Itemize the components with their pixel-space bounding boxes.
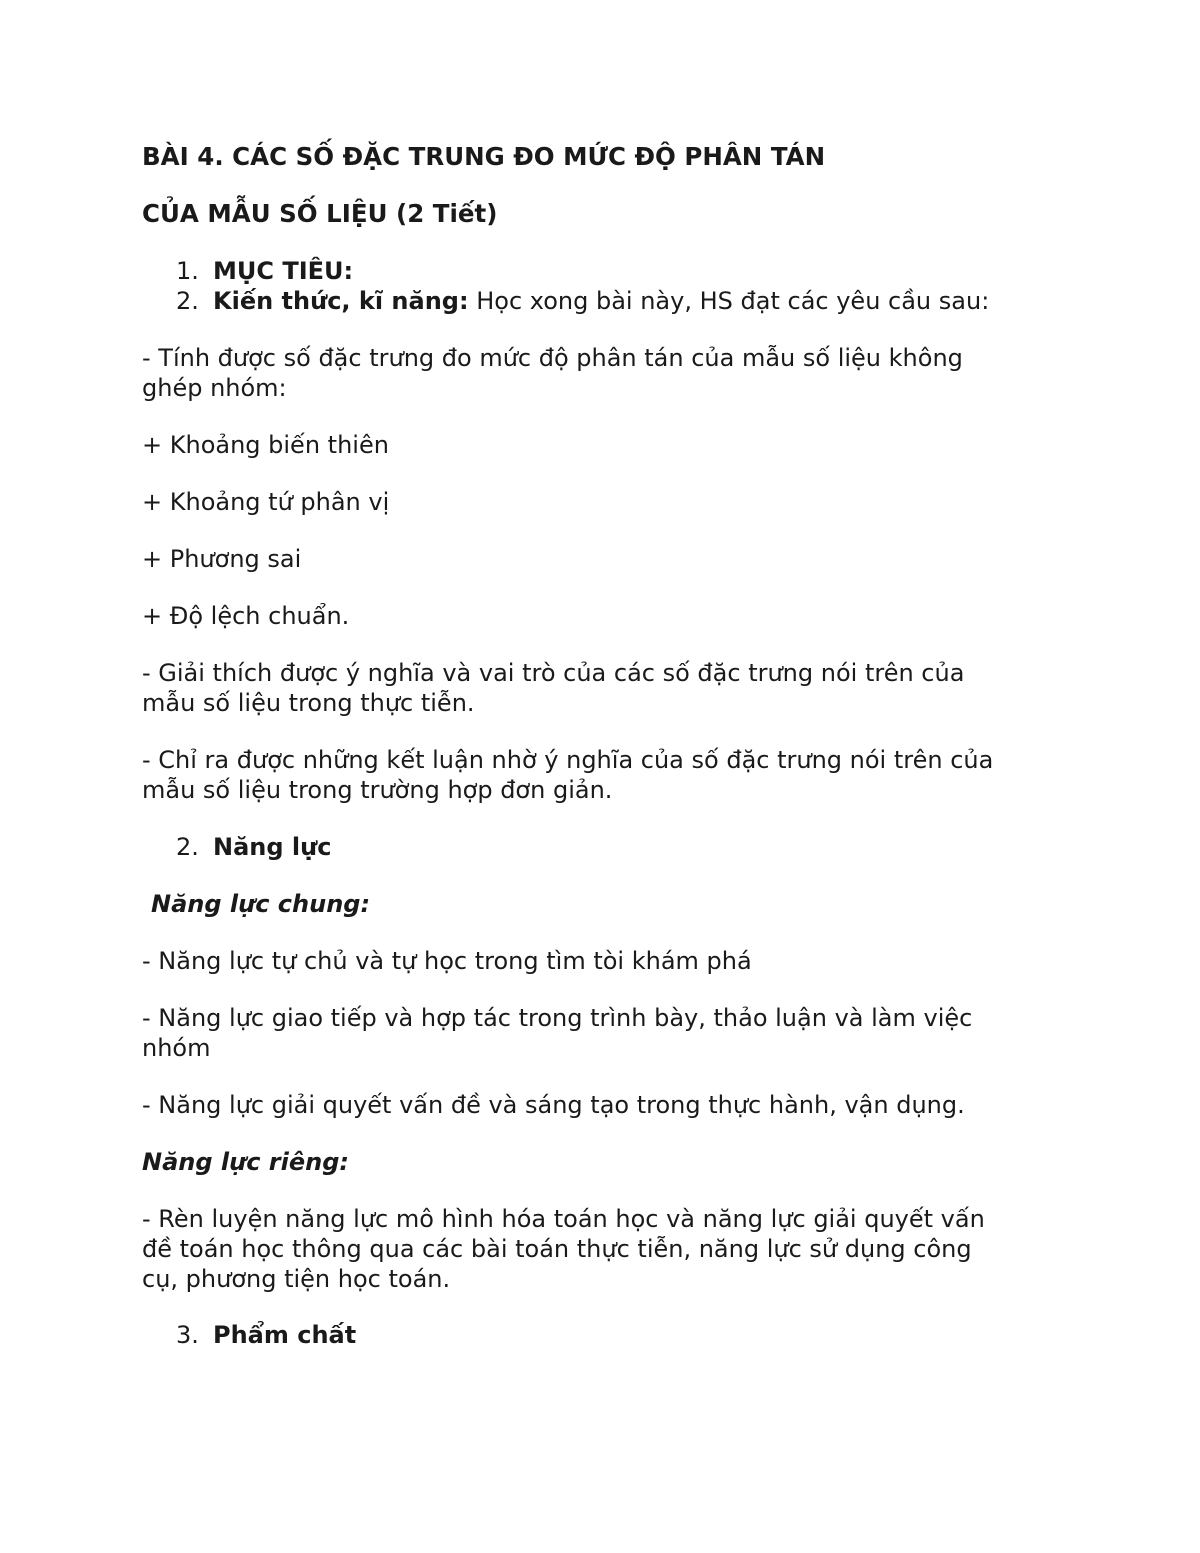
section-qualities [176,1320,356,1350]
title-line-1: BÀI 4. CÁC SỐ ĐẶC TRUNG ĐO MỨC ĐỘ PHÂN TÁN [142,142,826,171]
specific-capability-line-2: đề toán học thông qua các bài toán thực tiễn, năng lực sử dụng công [142,1235,972,1263]
section-capability [176,832,331,862]
knowledge-item-iqr: + Khoảng tứ phân vị [142,488,390,516]
section-knowledge-number: 2. [176,287,199,315]
specific-capability-heading: Năng lực riêng: [142,1148,349,1176]
knowledge-intro-line-1: - Tính được số đặc trưng đo mức độ phân tán của mẫu số liệu không [142,344,963,372]
specific-capability-line-3: cụ, phương tiện học toán. [142,1265,451,1293]
general-capability-item-2-line-1: - Năng lực giao tiếp và hợp tác trong trình bày, thảo luận và làm việc [142,1004,973,1032]
knowledge-explain-line-2: mẫu số liệu trong thực tiễn. [142,689,475,717]
general-capability-item-2-line-2: nhóm [142,1034,211,1062]
section-objectives [176,256,353,286]
general-capability-item-3: - Năng lực giải quyết vấn đề và sáng tạo trong thực hành, vận dụng. [142,1091,965,1119]
general-capability-heading: Năng lực chung: [151,890,371,918]
knowledge-explain-line-1: - Giải thích được ý nghĩa và vai trò của các số đặc trưng nói trên của [142,659,965,687]
knowledge-item-variance: + Phương sai [142,545,302,573]
section-objectives-label: MỤC TIÊU: [213,257,354,285]
knowledge-item-stddev: + Độ lệch chuẩn. [142,602,350,630]
knowledge-item-range: + Khoảng biến thiên [142,431,389,459]
section-objectives-number: 1. [176,257,199,285]
section-qualities-label: Phẩm chất [213,1321,357,1349]
section-capability-label: Năng lực [213,833,332,861]
section-capability-number: 2. [176,833,199,861]
knowledge-conclude-line-1: - Chỉ ra được những kết luận nhờ ý nghĩa của số đặc trưng nói trên của [142,746,994,774]
knowledge-conclude-line-2: mẫu số liệu trong trường hợp đơn giản. [142,776,613,804]
specific-capability-line-1: - Rèn luyện năng lực mô hình hóa toán học và năng lực giải quyết vấn [142,1205,985,1233]
section-qualities-number: 3. [176,1321,199,1349]
section-knowledge-text: Học xong bài này, HS đạt các yêu cầu sau: [468,287,990,315]
section-knowledge-label: Kiến thức, kĩ năng: [213,287,469,315]
section-knowledge [176,286,989,316]
general-capability-item-1: - Năng lực tự chủ và tự học trong tìm tòi khám phá [142,947,752,975]
title-line-2: CỦA MẪU SỐ LIỆU (2 Tiết) [142,199,498,228]
knowledge-intro-line-2: ghép nhóm: [142,374,287,402]
